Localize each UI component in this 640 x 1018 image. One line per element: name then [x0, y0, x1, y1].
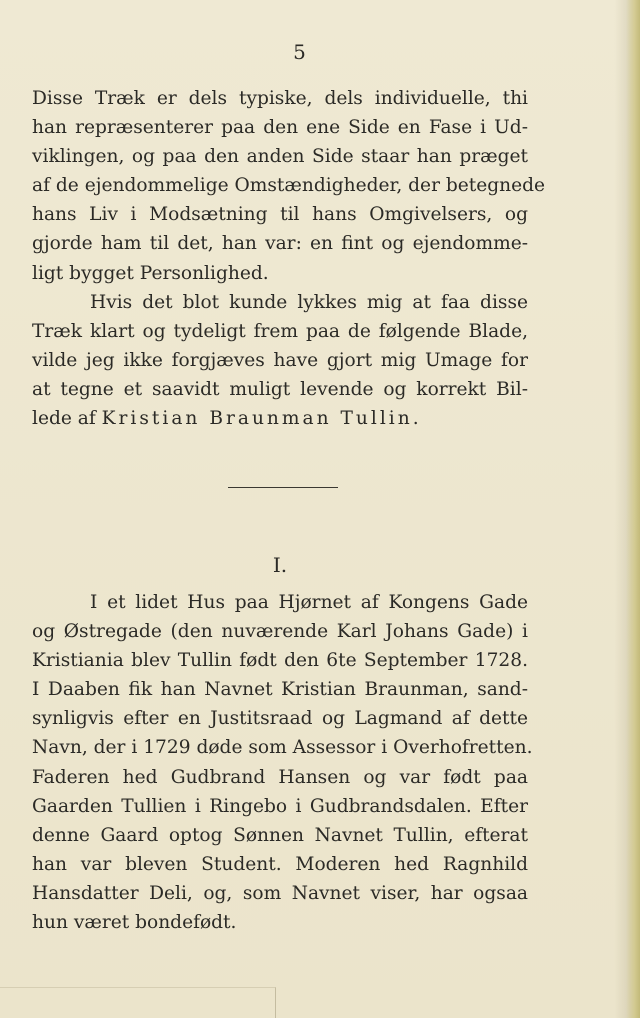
text-line: Træk klart og tydeligt frem paa de følgende Blade,: [32, 321, 528, 343]
text-line: hans Liv i Modsætning til hans Omgivelsers, og: [32, 204, 528, 226]
text-line: Gaarden Tullien i Ringebo i Gudbrandsdalen. Efter: [32, 795, 528, 817]
section-divider: [228, 487, 338, 488]
intro-paragraph-2: [32, 288, 528, 433]
text-line-prefix: lede af: [32, 408, 102, 430]
text-line: at tegne et saavidt muligt levende og korrekt Bil-: [32, 379, 528, 401]
text-line: Faderen hed Gudbrand Hansen og var født paa: [32, 766, 528, 788]
text-line-with-name: [32, 404, 528, 433]
page-edge-shading: [626, 0, 640, 1018]
text-line: denne Gaard optog Sønnen Navnet Tullin, efterat: [32, 824, 528, 846]
text-line: viklingen, og paa den anden Side staar han præget: [32, 146, 528, 168]
text-line: Hansdatter Deli, og, som Navnet viser, har ogsaa: [32, 882, 528, 904]
page-number: 5: [293, 40, 307, 64]
text-line: af de ejendommelige Omstændigheder, der betegnede: [32, 175, 546, 197]
text-line: ligt bygget Personlighed.: [32, 262, 269, 284]
chapter-heading: I.: [272, 553, 288, 577]
intro-paragraph-1: [32, 84, 546, 288]
text-line: gjorde ham til det, han var: en fint og ejendomme-: [32, 233, 528, 255]
text-line: synligvis efter en Justitsraad og Lagmand af dette: [32, 708, 528, 730]
text-line: vilde jeg ikke forgjæves have gjort mig Umage for: [32, 350, 528, 372]
subject-name: Kristian Braunman Tullin.: [101, 408, 422, 430]
text-line: Navn, der i 1729 døde som Assessor i Overhofretten.: [32, 737, 533, 759]
page-fold-mark: [0, 987, 276, 1018]
text-line: Disse Træk er dels typiske, dels individuelle, thi: [32, 88, 528, 109]
text-line: I et lidet Hus paa Hjørnet af Kongens Gade: [90, 592, 528, 613]
chapter-paragraph: [32, 588, 533, 937]
text-line: og Østregade (den nuværende Karl Johans Gade) i: [32, 621, 528, 643]
text-line: han var bleven Student. Moderen hed Ragnhild: [32, 853, 528, 875]
text-line: hun været bondefødt.: [32, 912, 237, 934]
text-line: han repræsenterer paa den ene Side en Fase i Ud-: [32, 117, 528, 139]
text-line: I Daaben fik han Navnet Kristian Braunman, sand-: [32, 679, 528, 701]
text-line: Hvis det blot kunde lykkes mig at faa disse: [90, 292, 528, 313]
text-line: Kristiania blev Tullin født den 6te September 1728.: [32, 650, 528, 672]
